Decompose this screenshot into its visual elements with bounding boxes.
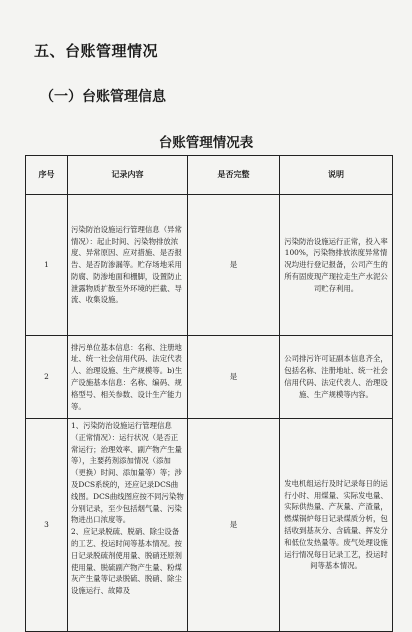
row-note: 发电机组运行及时记录每日的运行小时、用煤量、实际发电量、实际供热量、产灰量、产渣量，燃煤锅炉每日记录煤质分析，包括收到基灰分、含硫量、挥发分和低位发热量等。废气处理设施运行情况每日记录工艺，投运时间等基本情况。 [280,419,393,632]
row-note: 公司排污许可证副本信息齐全，包括名称、注册地址、统一社会信用代码、法定代表人、治理设施、生产规模等内容。 [280,336,393,419]
table-row [26,195,393,336]
table-row [26,336,393,419]
row-complete: 是 [188,419,280,632]
header-complete: 是否完整 [188,156,280,195]
table-title: 台账管理情况表 [158,135,254,151]
section-heading: 五、台账管理情况 [34,42,159,60]
subsection-heading: （一）台账管理信息 [40,89,166,105]
row-content: 1、污染防治设施运行管理信息（正常情况）：运行状况（是否正常运行；治理效率、副产物产生量等），主要药剂添加情况（添加（更换）时间、添加量等）等；涉及DCS系统的，还应记录DCS曲线图。DCS曲线图应按不同污染物分别记录，至少包括烟气量、污染物进出口浓度等。 2、应记录脱硫、脱硝、除尘设备的工艺、投运时间等基本情况。按日记录脱硫剂使用量、脱硝还原剂使用量、脱硫副产物产生量、粉煤灰产生量等记录脱硫、脱硝、除尘设施运行、故障及 [68,419,188,632]
header-no: 序号 [26,156,68,195]
table-row [26,419,393,632]
row-content: 排污单位基本信息：名称、注册地址、统一社会信用代码、法定代表人、治理设施、生产规模等。b)生产设施基本信息：名称、编码、规格型号、相关参数、设计生产能力等。 [68,336,188,419]
table-header-row [26,156,393,195]
header-note: 说明 [280,156,393,195]
row-complete: 是 [188,195,280,336]
row-complete: 是 [188,336,280,419]
row-note: 污染防治设施运行正常，投入率100%，污染物排放浓度异常情况均进行登记报备，公司产生的所有固废现产现拉走生产水泥公司贮存利用。 [280,195,393,336]
row-no: 3 [26,419,68,632]
row-no: 1 [26,195,68,336]
row-no: 2 [26,336,68,419]
ledger-table [25,155,393,632]
header-content: 记录内容 [68,156,188,195]
row-content: 污染防治设施运行管理信息（异常情况）：起止时间、污染物排放浓度、异常原因、应对措施、是否报告、是否防渗漏等。贮存场地采用防腐、防渗地面和栅脚，设置防止泄露物质扩散至外环境的拦截、导流、收集设施。 [68,195,188,336]
